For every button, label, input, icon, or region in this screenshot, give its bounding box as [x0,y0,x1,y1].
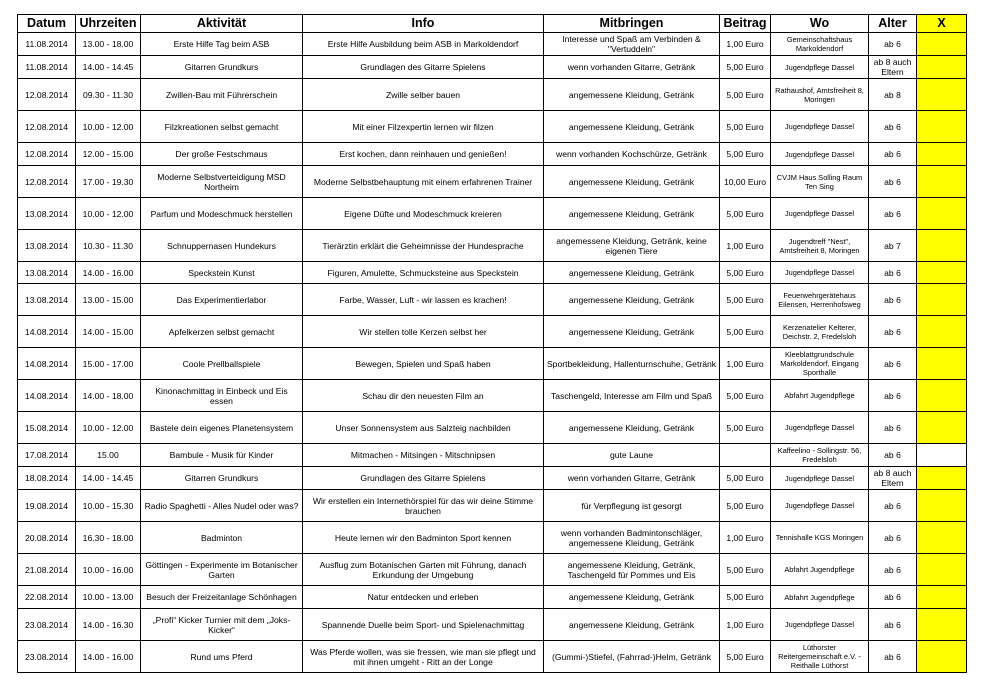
cell-datum: 12.08.2014 [18,143,76,166]
header-info: Info [303,15,544,33]
cell-info: Erst kochen, dann reinhauen und genießen! [303,143,544,166]
schedule-table-container [17,14,966,673]
cell-wo: Jugendpflege Dassel [771,467,869,490]
cell-mitbringen: angemessene Kleidung, Getränk [544,412,720,444]
header-datum: Datum [18,15,76,33]
cell-beitrag: 1,00 Euro [720,522,771,554]
cell-info: Farbe, Wasser, Luft - wir lassen es krachen! [303,284,544,316]
cell-beitrag: 1,00 Euro [720,230,771,262]
header-aktivitaet: Aktivität [141,15,303,33]
cell-check[interactable] [917,348,967,380]
cell-info: Mit einer Filzexpertin lernen wir filzen [303,111,544,143]
cell-mitbringen: angemessene Kleidung, Getränk, keine eigenen Tiere [544,230,720,262]
cell-beitrag: 5,00 Euro [720,198,771,230]
cell-info: Heute lernen wir den Badminton Sport kennen [303,522,544,554]
cell-datum: 14.08.2014 [18,348,76,380]
cell-beitrag: 1,00 Euro [720,609,771,641]
cell-uhrzeit: 16.30 - 18.00 [76,522,141,554]
cell-beitrag: 5,00 Euro [720,316,771,348]
cell-check[interactable] [917,380,967,412]
header-x: X [917,15,967,33]
cell-beitrag: 5,00 Euro [720,554,771,586]
cell-info: Natur entdecken und erleben [303,586,544,609]
table-row [18,522,967,554]
cell-datum: 13.08.2014 [18,230,76,262]
cell-mitbringen: wenn vorhanden Gitarre, Getränk [544,56,720,79]
cell-aktivitaet: „Profi“ Kicker Turnier mit dem „Joks-Kicker“ [141,609,303,641]
cell-beitrag [720,444,771,467]
cell-uhrzeit: 10.00 - 12.00 [76,198,141,230]
header-row [18,15,967,33]
cell-wo: Kleeblattgrundschule Markoldendorf, Eingang Sporthalle [771,348,869,380]
cell-uhrzeit: 10.00 - 16.00 [76,554,141,586]
cell-aktivitaet: Badminton [141,522,303,554]
cell-check[interactable] [917,316,967,348]
cell-beitrag: 5,00 Euro [720,111,771,143]
cell-mitbringen: wenn vorhanden Kochschürze, Getränk [544,143,720,166]
cell-info: Schau dir den neuesten Film an [303,380,544,412]
cell-uhrzeit: 09.30 - 11.30 [76,79,141,111]
cell-aktivitaet: Göttingen - Experimente im Botanischer Garten [141,554,303,586]
cell-beitrag: 5,00 Euro [720,284,771,316]
table-row [18,412,967,444]
cell-info: Moderne Selbstbehauptung mit einem erfahrenen Trainer [303,166,544,198]
cell-mitbringen: angemessene Kleidung, Getränk [544,198,720,230]
cell-uhrzeit: 14.00 - 16.00 [76,641,141,673]
cell-info: Tierärztin erklärt die Geheimnisse der Hundesprache [303,230,544,262]
cell-check[interactable] [917,467,967,490]
header-uhrzeiten: Uhrzeiten [76,15,141,33]
cell-mitbringen: angemessene Kleidung, Getränk [544,262,720,284]
cell-beitrag: 5,00 Euro [720,467,771,490]
cell-aktivitaet: Das Experimentierlabor [141,284,303,316]
header-mitbringen: Mitbringen [544,15,720,33]
cell-check[interactable] [917,79,967,111]
table-row [18,262,967,284]
cell-mitbringen: wenn vorhanden Badmintonschläger, angemessene Kleidung, Getränk [544,522,720,554]
cell-wo: Jugendtreff "Nest", Amtsfreiheit 8, Moringen [771,230,869,262]
cell-datum: 18.08.2014 [18,467,76,490]
cell-datum: 14.08.2014 [18,380,76,412]
cell-wo: Abfahrt Jugendpflege [771,554,869,586]
header-beitrag: Beitrag [720,15,771,33]
cell-info: Wir erstellen ein Internethörspiel für das wir deine Stimme brauchen [303,490,544,522]
cell-uhrzeit: 10.00 - 12.00 [76,111,141,143]
cell-mitbringen: angemessene Kleidung, Getränk [544,284,720,316]
cell-alter: ab 6 [869,380,917,412]
cell-alter: ab 6 [869,284,917,316]
cell-beitrag: 5,00 Euro [720,79,771,111]
cell-info: Bewegen, Spielen und Spaß haben [303,348,544,380]
cell-mitbringen: Taschengeld, Interesse am Film und Spaß [544,380,720,412]
cell-alter: ab 6 [869,348,917,380]
cell-alter: ab 6 [869,166,917,198]
cell-check[interactable] [917,412,967,444]
cell-check[interactable] [917,143,967,166]
cell-aktivitaet: Parfum und Modeschmuck herstellen [141,198,303,230]
cell-alter: ab 6 [869,609,917,641]
cell-wo: Feuerwehrgerätehaus Eilensen, Herrenhofsweg [771,284,869,316]
table-row [18,467,967,490]
cell-datum: 14.08.2014 [18,316,76,348]
table-row [18,554,967,586]
cell-alter: ab 6 [869,586,917,609]
cell-mitbringen: angemessene Kleidung, Getränk [544,111,720,143]
cell-info: Spannende Duelle beim Sport- und Spielenachmittag [303,609,544,641]
cell-alter: ab 6 [869,412,917,444]
cell-datum: 15.08.2014 [18,412,76,444]
cell-uhrzeit: 13.00 - 15.00 [76,284,141,316]
table-row [18,490,967,522]
table-body [18,33,967,673]
cell-check[interactable] [917,111,967,143]
cell-check[interactable] [917,586,967,609]
cell-datum: 13.08.2014 [18,284,76,316]
cell-alter: ab 6 [869,641,917,673]
cell-check[interactable] [917,33,967,56]
cell-beitrag: 5,00 Euro [720,262,771,284]
cell-uhrzeit: 10.00 - 15.30 [76,490,141,522]
cell-alter: ab 8 auch Eltern [869,467,917,490]
cell-uhrzeit: 15.00 - 17.00 [76,348,141,380]
cell-alter: ab 7 [869,230,917,262]
table-row [18,586,967,609]
table-row [18,111,967,143]
cell-alter: ab 6 [869,554,917,586]
cell-wo: Kerzenatelier Kelterer, Deichstr. 2, Fredelsloh [771,316,869,348]
cell-check[interactable] [917,490,967,522]
cell-info: Ausflug zum Botanischen Garten mit Führung, danach Erkundung der Umgebung [303,554,544,586]
cell-check[interactable] [917,230,967,262]
cell-aktivitaet: Der große Festschmaus [141,143,303,166]
cell-check[interactable] [917,198,967,230]
cell-aktivitaet: Besuch der Freizeitanlage Schönhagen [141,586,303,609]
cell-aktivitaet: Bastele dein eigenes Planetensystem [141,412,303,444]
cell-info: Was Pferde wollen, was sie fressen, wie man sie pflegt und mit ihnen umgeht - Ritt an der Longe [303,641,544,673]
cell-datum: 11.08.2014 [18,33,76,56]
table-row [18,198,967,230]
cell-aktivitaet: Erste Hilfe Tag beim ASB [141,33,303,56]
cell-alter: ab 6 [869,490,917,522]
cell-mitbringen: für Verpflegung ist gesorgt [544,490,720,522]
cell-beitrag: 5,00 Euro [720,412,771,444]
cell-alter: ab 8 auch Eltern [869,56,917,79]
cell-aktivitaet: Bambule - Musik für Kinder [141,444,303,467]
table-row [18,641,967,673]
cell-mitbringen: Sportbekleidung, Hallenturnschuhe, Getränk [544,348,720,380]
table-row [18,230,967,262]
cell-mitbringen: angemessene Kleidung, Getränk [544,586,720,609]
cell-uhrzeit: 13.00 - 18.00 [76,33,141,56]
cell-uhrzeit: 14.00 - 16.30 [76,609,141,641]
cell-beitrag: 5,00 Euro [720,586,771,609]
cell-mitbringen: gute Laune [544,444,720,467]
cell-datum: 12.08.2014 [18,166,76,198]
cell-aktivitaet: Filzkreationen selbst gemacht [141,111,303,143]
cell-info: Zwille selber bauen [303,79,544,111]
cell-alter: ab 6 [869,111,917,143]
cell-uhrzeit: 14.00 - 16.00 [76,262,141,284]
cell-check[interactable] [917,56,967,79]
cell-beitrag: 10,00 Euro [720,166,771,198]
cell-wo: Abfahrt Jugendpflege [771,380,869,412]
cell-uhrzeit: 12.00 - 15.00 [76,143,141,166]
cell-mitbringen: (Gummi-)Stiefel, (Fahrrad-)Helm, Getränk [544,641,720,673]
cell-wo: Jugendpflege Dassel [771,609,869,641]
cell-datum: 13.08.2014 [18,198,76,230]
cell-beitrag: 5,00 Euro [720,641,771,673]
cell-wo: Lüthorster Reitergemeinschaft e.V. - Reithalle Lüthorst [771,641,869,673]
table-row [18,79,967,111]
cell-wo: Jugendpflege Dassel [771,56,869,79]
cell-wo: Rathaushof, Amtsfreiheit 8, Moringen [771,79,869,111]
cell-aktivitaet: Gitarren Grundkurs [141,56,303,79]
cell-uhrzeit: 14.00 - 14.45 [76,56,141,79]
cell-aktivitaet: Speckstein Kunst [141,262,303,284]
cell-beitrag: 1,00 Euro [720,348,771,380]
cell-uhrzeit: 15.00 [76,444,141,467]
cell-mitbringen: angemessene Kleidung, Getränk [544,609,720,641]
cell-aktivitaet: Radio Spaghetti - Alles Nudel oder was? [141,490,303,522]
cell-mitbringen: angemessene Kleidung, Getränk [544,166,720,198]
cell-beitrag: 5,00 Euro [720,380,771,412]
cell-uhrzeit: 17.00 - 19.30 [76,166,141,198]
table-row [18,348,967,380]
cell-info: Grundlagen des Gitarre Spielens [303,467,544,490]
cell-check[interactable] [917,262,967,284]
cell-aktivitaet: Coole Prellballspiele [141,348,303,380]
table-row [18,316,967,348]
cell-datum: 19.08.2014 [18,490,76,522]
cell-info: Erste Hilfe Ausbildung beim ASB in Markoldendorf [303,33,544,56]
cell-alter: ab 6 [869,143,917,166]
cell-mitbringen: Interesse und Spaß am Verbinden & "Vertuddeln" [544,33,720,56]
cell-wo: CVJM Haus Solling Raum Ten Sing [771,166,869,198]
table-row [18,380,967,412]
table-row [18,33,967,56]
cell-datum: 12.08.2014 [18,111,76,143]
cell-alter: ab 8 [869,79,917,111]
cell-check[interactable] [917,284,967,316]
table-row [18,56,967,79]
cell-datum: 13.08.2014 [18,262,76,284]
cell-uhrzeit: 10.30 - 11.30 [76,230,141,262]
cell-check[interactable] [917,609,967,641]
cell-wo: Jugendpflege Dassel [771,412,869,444]
cell-mitbringen: angemessene Kleidung, Getränk [544,316,720,348]
cell-uhrzeit: 14.00 - 14.45 [76,467,141,490]
cell-beitrag: 5,00 Euro [720,143,771,166]
cell-alter: ab 6 [869,33,917,56]
cell-aktivitaet: Zwillen-Bau mit Führerschein [141,79,303,111]
cell-alter: ab 6 [869,198,917,230]
cell-info: Wir stellen tolle Kerzen selbst her [303,316,544,348]
cell-datum: 12.08.2014 [18,79,76,111]
cell-aktivitaet: Schnuppernasen Hundekurs [141,230,303,262]
cell-check[interactable] [917,641,967,673]
cell-wo: Jugendpflege Dassel [771,143,869,166]
cell-datum: 21.08.2014 [18,554,76,586]
cell-datum: 17.08.2014 [18,444,76,467]
table-row [18,284,967,316]
header-alter: Alter [869,15,917,33]
cell-info: Figuren, Amulette, Schmucksteine aus Speckstein [303,262,544,284]
cell-wo: Kaffeelino - Sollingstr. 56, Fredelsloh [771,444,869,467]
table-row [18,609,967,641]
schedule-table [17,14,967,673]
cell-beitrag: 5,00 Euro [720,56,771,79]
header-wo: Wo [771,15,869,33]
cell-datum: 22.08.2014 [18,586,76,609]
cell-check[interactable] [917,166,967,198]
cell-uhrzeit: 14.00 - 18.00 [76,380,141,412]
cell-check[interactable] [917,444,967,467]
cell-check[interactable] [917,554,967,586]
cell-alter: ab 6 [869,262,917,284]
cell-beitrag: 5,00 Euro [720,490,771,522]
cell-wo: Jugendpflege Dassel [771,262,869,284]
cell-datum: 11.08.2014 [18,56,76,79]
cell-wo: Abfahrt Jugendpflege [771,586,869,609]
cell-datum: 23.08.2014 [18,641,76,673]
cell-beitrag: 1,00 Euro [720,33,771,56]
cell-mitbringen: wenn vorhanden Gitarre, Getränk [544,467,720,490]
cell-wo: Jugendpflege Dassel [771,111,869,143]
cell-datum: 23.08.2014 [18,609,76,641]
cell-wo: Gemeinschaftshaus Markoldendorf [771,33,869,56]
cell-aktivitaet: Moderne Selbstverteidigung MSD Northeim [141,166,303,198]
cell-aktivitaet: Gitarren Grundkurs [141,467,303,490]
cell-aktivitaet: Kinonachmittag in Einbeck und Eis essen [141,380,303,412]
cell-alter: ab 6 [869,316,917,348]
cell-aktivitaet: Apfelkerzen selbst gemacht [141,316,303,348]
table-row [18,166,967,198]
cell-info: Eigene Düfte und Modeschmuck kreieren [303,198,544,230]
cell-info: Grundlagen des Gitarre Spielens [303,56,544,79]
cell-wo: Jugendpflege Dassel [771,198,869,230]
cell-wo: Tennishalle KGS Moringen [771,522,869,554]
cell-uhrzeit: 10.00 - 13.00 [76,586,141,609]
cell-wo: Jugendpflege Dassel [771,490,869,522]
cell-aktivitaet: Rund ums Pferd [141,641,303,673]
cell-uhrzeit: 10.00 - 12.00 [76,412,141,444]
cell-mitbringen: angemessene Kleidung, Getränk [544,79,720,111]
cell-alter: ab 6 [869,522,917,554]
cell-info: Unser Sonnensystem aus Salzteig nachbilden [303,412,544,444]
cell-uhrzeit: 14.00 - 15.00 [76,316,141,348]
cell-alter: ab 6 [869,444,917,467]
cell-check[interactable] [917,522,967,554]
cell-mitbringen: angemessene Kleidung, Getränk, Taschengeld für Pommes und Eis [544,554,720,586]
table-row [18,143,967,166]
cell-datum: 20.08.2014 [18,522,76,554]
table-row [18,444,967,467]
cell-info: Mitmachen - Mitsingen - Mitschnipsen [303,444,544,467]
